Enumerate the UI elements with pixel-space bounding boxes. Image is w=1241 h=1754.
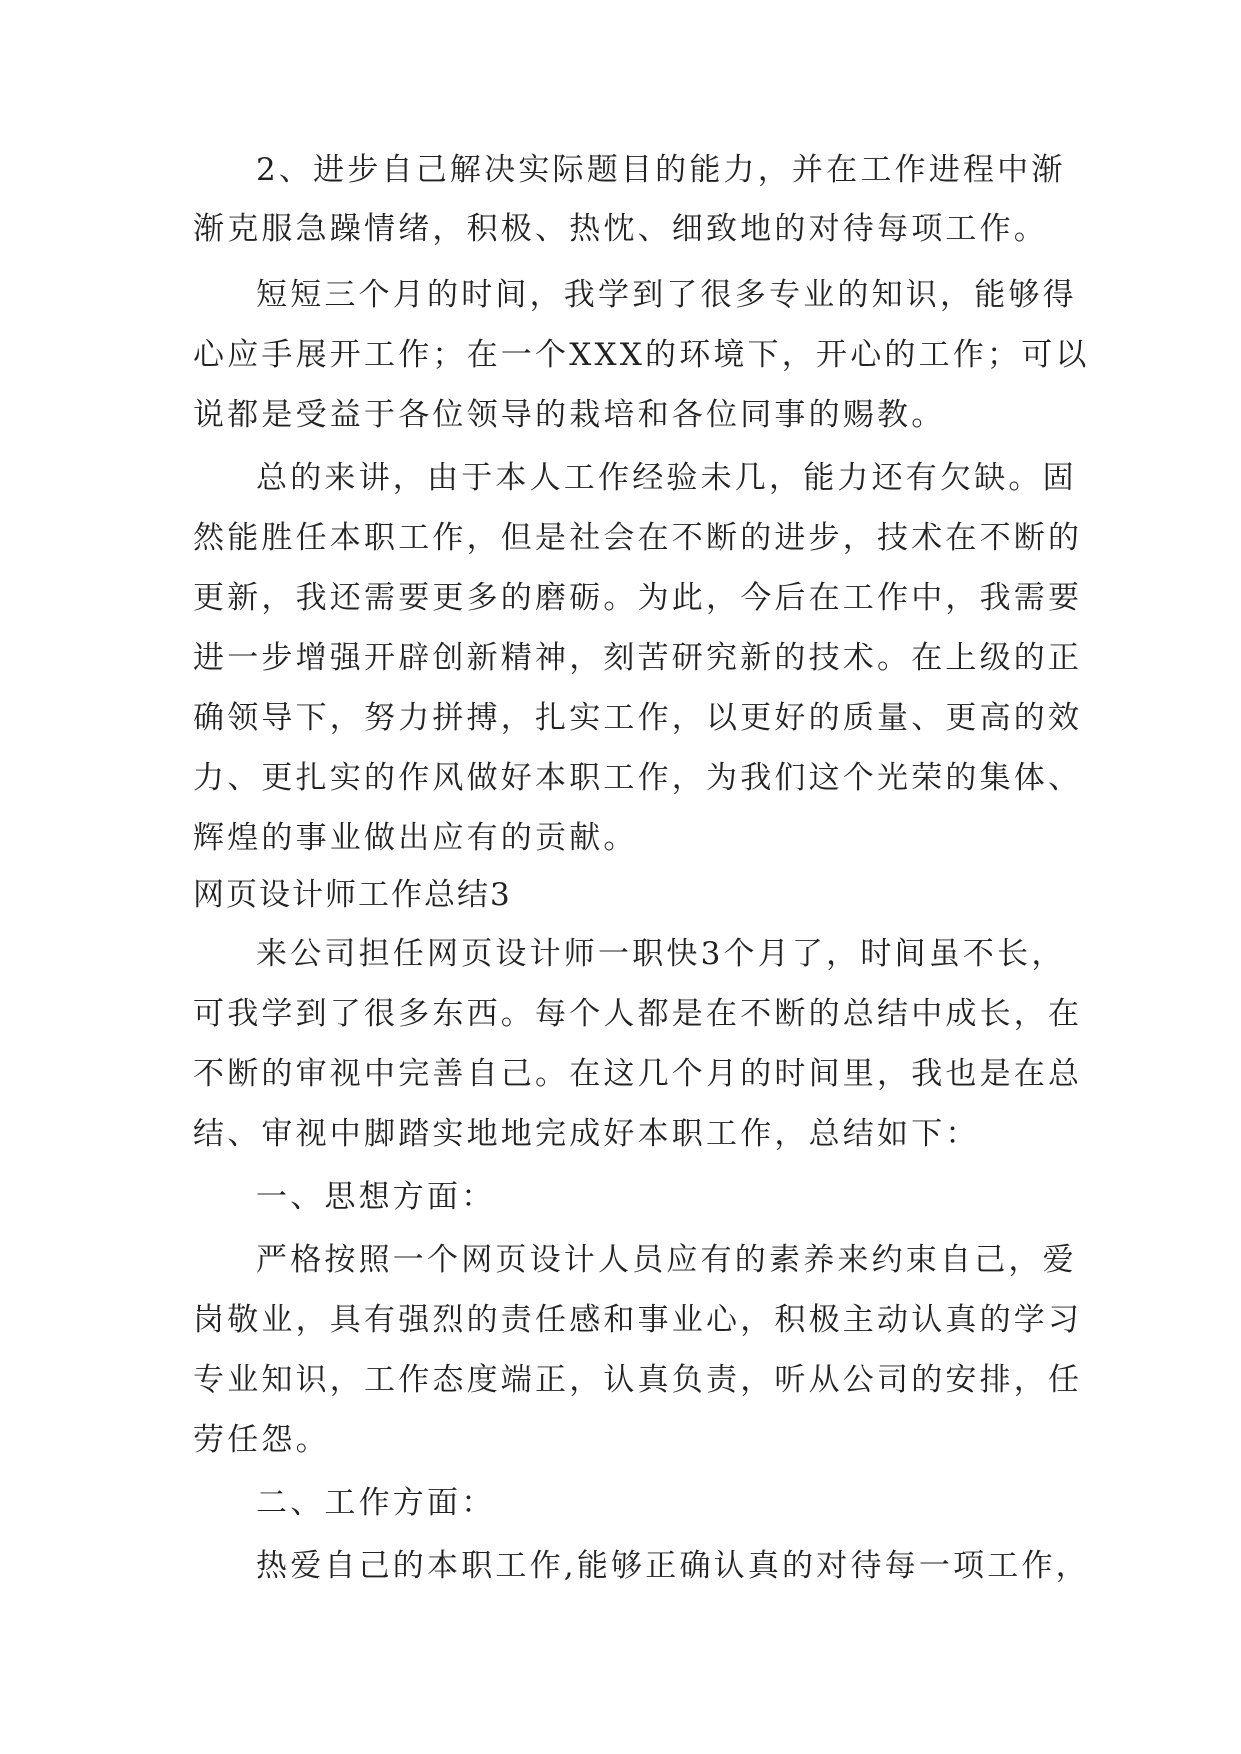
text-line: 来公司担任网页设计师一职快3个月了，时间虽不长， (256, 936, 1066, 972)
text-line: 结、审视中脚踏实地地完成好本职工作，总结如下： (193, 1116, 980, 1152)
text-line: 短短三个月的时间，我学到了很多专业的知识，能够得 (256, 277, 1077, 313)
text-line: 严格按照一个网页设计人员应有的素养来约束自己，爱 (256, 1242, 1077, 1278)
text-line: 更新，我还需要更多的磨砺。为此，今后在工作中，我需要 (193, 580, 1083, 616)
subheading-line: 二、工作方面： (256, 1485, 496, 1521)
text-line: 劳任怨。 (193, 1422, 330, 1458)
text-line: 可我学到了很多东西。每个人都是在不断的总结中成长，在 (193, 996, 1083, 1032)
text-line: 专业知识，工作态度端正，认真负责，听从公司的安排，任 (193, 1362, 1083, 1398)
text-line: 热爱自己的本职工作,能够正确认真的对待每一项工作， (256, 1548, 1090, 1584)
text-line: 总的来讲，由于本人工作经验未几，能力还有欠缺。固 (256, 460, 1077, 496)
text-line: 不断的审视中完善自己。在这几个月的时间里，我也是在总 (193, 1056, 1083, 1092)
text-line: 确领导下，努力拼搏，扎实工作，以更好的质量、更高的效 (193, 700, 1083, 736)
text-line: 心应手展开工作；在一个XXX的环境下，开心的工作；可以 (193, 337, 1090, 373)
text-line: 渐克服急躁情绪，积极、热忱、细致地的对待每项工作。 (193, 211, 1048, 247)
text-line: 力、更扎实的作风做好本职工作，为我们这个光荣的集体、 (193, 760, 1083, 796)
text-line: 辉煌的事业做出应有的贡献。 (193, 820, 638, 856)
text-line: 2、进步自己解决实际题目的能力，并在工作进程中渐 (256, 152, 1066, 188)
text-line: 岗敬业，具有强烈的责任感和事业心，积极主动认真的学习 (193, 1302, 1083, 1338)
section-heading: 网页设计师工作总结3 (193, 877, 512, 913)
text-line: 进一步增强开辟创新精神，刻苦研究新的技术。在上级的正 (193, 640, 1083, 676)
subheading-line: 一、思想方面： (256, 1179, 496, 1215)
text-line: 说都是受益于各位领导的栽培和各位同事的赐教。 (193, 397, 946, 433)
text-line: 然能胜任本职工作，但是社会在不断的进步，技术在不断的 (193, 520, 1083, 556)
